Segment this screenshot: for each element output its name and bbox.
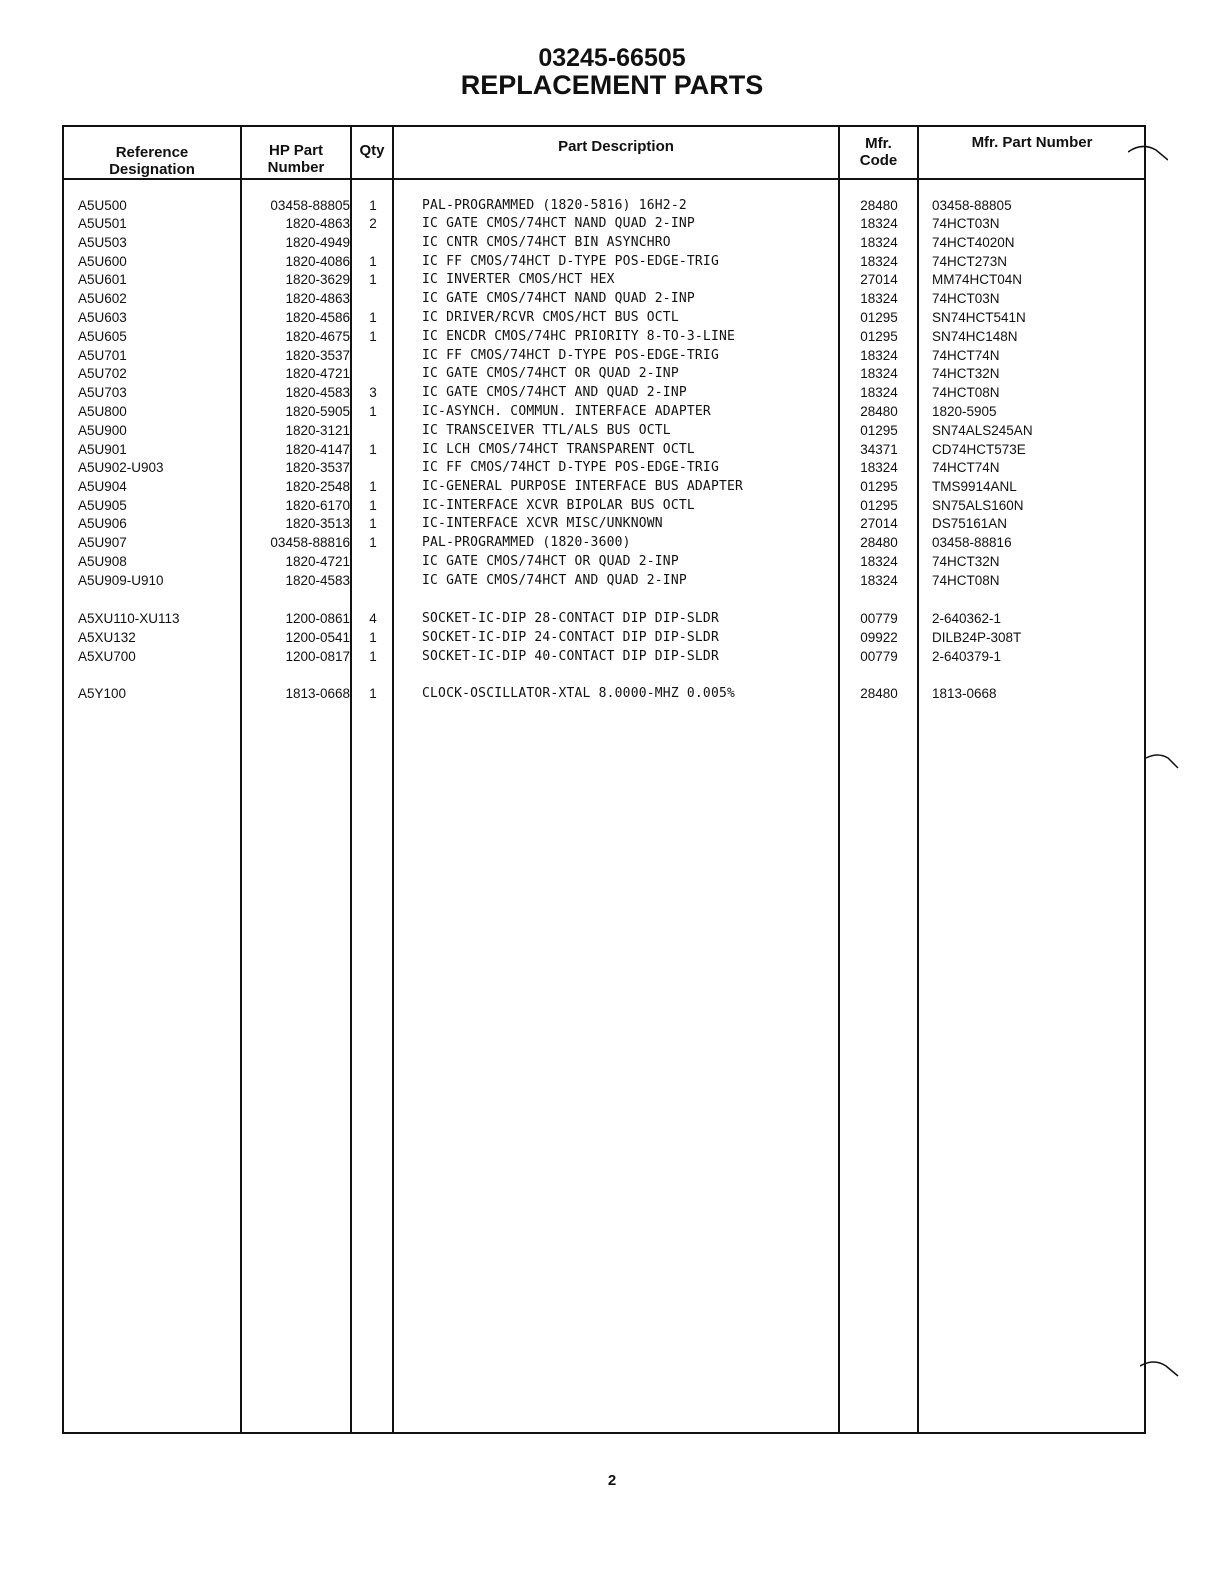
cell-part-description: IC DRIVER/RCVR CMOS/HCT BUS OCTL <box>422 310 679 325</box>
header-qty: Qty <box>359 142 385 159</box>
cell-reference-designation: A5U901 <box>78 442 127 457</box>
table-row <box>0 421 1224 440</box>
table-row <box>0 552 1224 571</box>
cell-mfr-code: 28480 <box>860 686 898 701</box>
header-mfr-part-number: Mfr. Part Number <box>971 134 1093 151</box>
cell-hp-part-number: 1820-3513 <box>285 516 350 531</box>
cell-hp-part-number: 1820-3121 <box>285 423 350 438</box>
cell-part-description: IC LCH CMOS/74HCT TRANSPARENT OCTL <box>422 442 695 457</box>
cell-mfr-code: 18324 <box>860 366 898 381</box>
cell-reference-designation: A5U605 <box>78 329 127 344</box>
cell-qty: 1 <box>369 686 377 701</box>
cell-hp-part-number: 1820-4721 <box>285 554 350 569</box>
header-text: Reference <box>115 144 189 161</box>
cell-reference-designation: A5U600 <box>78 254 127 269</box>
page-title: REPLACEMENT PARTS <box>460 70 764 100</box>
cell-reference-designation: A5U906 <box>78 516 127 531</box>
table-row <box>0 196 1224 215</box>
cell-reference-designation: A5U907 <box>78 535 127 550</box>
cell-part-description: IC CNTR CMOS/74HCT BIN ASYNCHRO <box>422 235 671 250</box>
cell-mfr-part-number: TMS9914ANL <box>932 479 1017 494</box>
table-row <box>0 533 1224 552</box>
table-row <box>0 628 1224 647</box>
table-top-rule <box>62 125 1146 127</box>
cell-qty: 1 <box>369 516 377 531</box>
cell-mfr-part-number: 74HCT03N <box>932 291 1000 306</box>
cell-part-description: PAL-PROGRAMMED (1820-3600) <box>422 535 631 550</box>
cell-mfr-part-number: 74HCT03N <box>932 216 1000 231</box>
cell-mfr-code: 09922 <box>860 630 898 645</box>
table-row <box>0 402 1224 421</box>
cell-mfr-part-number: 74HCT74N <box>932 348 1000 363</box>
header-text: Number <box>267 159 325 176</box>
header-rule <box>62 178 1146 180</box>
cell-mfr-code: 18324 <box>860 348 898 363</box>
cell-part-description: IC GATE CMOS/74HCT OR QUAD 2-INP <box>422 554 679 569</box>
table-row <box>0 252 1224 271</box>
cell-hp-part-number: 1820-2548 <box>285 479 350 494</box>
cell-hp-part-number: 1820-4721 <box>285 366 350 381</box>
cell-mfr-part-number: 74HCT273N <box>932 254 1008 269</box>
table-row <box>0 214 1224 233</box>
cell-mfr-part-number: 03458-88816 <box>932 535 1012 550</box>
cell-part-description: IC INVERTER CMOS/HCT HEX <box>422 272 615 287</box>
cell-part-description: CLOCK-OSCILLATOR-XTAL 8.0000-MHZ 0.005% <box>422 686 736 701</box>
cell-reference-designation: A5XU110-XU113 <box>78 611 180 626</box>
header-text: Mfr. <box>865 135 892 152</box>
cell-mfr-part-number: 74HCT08N <box>932 385 1000 400</box>
cell-reference-designation: A5U904 <box>78 479 127 494</box>
table-row <box>0 308 1224 327</box>
cell-mfr-part-number: MM74HCT04N <box>932 272 1023 287</box>
cell-mfr-part-number: DS75161AN <box>932 516 1008 531</box>
cell-part-description: IC GATE CMOS/74HCT OR QUAD 2-INP <box>422 366 679 381</box>
cell-part-description: IC FF CMOS/74HCT D-TYPE POS-EDGE-TRIG <box>422 348 719 363</box>
cell-hp-part-number: 1200-0817 <box>285 649 350 664</box>
cell-mfr-part-number: DILB24P-308T <box>932 630 1022 645</box>
table-row <box>0 270 1224 289</box>
cell-reference-designation: A5U603 <box>78 310 127 325</box>
cell-mfr-code: 01295 <box>860 329 898 344</box>
cell-mfr-code: 01295 <box>860 423 898 438</box>
cell-qty: 1 <box>369 404 377 419</box>
cell-mfr-part-number: 74HCT32N <box>932 366 1000 381</box>
cell-reference-designation: A5U905 <box>78 498 127 513</box>
cell-qty: 1 <box>369 272 377 287</box>
cell-reference-designation: A5U602 <box>78 291 127 306</box>
cell-mfr-part-number: 74HCT4020N <box>932 235 1015 250</box>
cell-mfr-part-number: SN75ALS160N <box>932 498 1024 513</box>
cell-mfr-code: 18324 <box>860 554 898 569</box>
cell-mfr-code: 28480 <box>860 198 898 213</box>
cell-reference-designation: A5U601 <box>78 272 127 287</box>
cell-mfr-code: 01295 <box>860 479 898 494</box>
cell-hp-part-number: 1820-4863 <box>285 291 350 306</box>
cell-hp-part-number: 1820-4583 <box>285 385 350 400</box>
cell-mfr-code: 18324 <box>860 291 898 306</box>
cell-qty: 1 <box>369 479 377 494</box>
cell-reference-designation: A5U800 <box>78 404 127 419</box>
cell-reference-designation: A5U500 <box>78 198 127 213</box>
cell-qty: 1 <box>369 329 377 344</box>
cell-part-description: IC FF CMOS/74HCT D-TYPE POS-EDGE-TRIG <box>422 254 719 269</box>
table-row <box>0 514 1224 533</box>
cell-reference-designation: A5U908 <box>78 554 127 569</box>
cell-reference-designation: A5U900 <box>78 423 127 438</box>
cell-qty: 1 <box>369 254 377 269</box>
cell-mfr-code: 00779 <box>860 611 898 626</box>
table-row <box>0 684 1224 703</box>
cell-mfr-part-number: 03458-88805 <box>932 198 1012 213</box>
cell-part-description: SOCKET-IC-DIP 28-CONTACT DIP DIP-SLDR <box>422 611 719 626</box>
cell-mfr-code: 18324 <box>860 254 898 269</box>
cell-reference-designation: A5U703 <box>78 385 127 400</box>
cell-part-description: IC-GENERAL PURPOSE INTERFACE BUS ADAPTER <box>422 479 744 494</box>
cell-mfr-code: 27014 <box>860 516 898 531</box>
cell-mfr-part-number: 1820-5905 <box>932 404 997 419</box>
cell-qty: 1 <box>369 442 377 457</box>
cell-reference-designation: A5U902-U903 <box>78 460 164 475</box>
cell-qty: 1 <box>369 198 377 213</box>
header-text: HP Part <box>269 142 323 159</box>
cell-hp-part-number: 1820-6170 <box>285 498 350 513</box>
table-row <box>0 289 1224 308</box>
cell-hp-part-number: 1820-4147 <box>285 442 350 457</box>
cell-part-description: IC GATE CMOS/74HCT AND QUAD 2-INP <box>422 385 687 400</box>
cell-hp-part-number: 1200-0861 <box>285 611 350 626</box>
cell-mfr-code: 28480 <box>860 404 898 419</box>
cell-part-description: IC-INTERFACE XCVR BIPOLAR BUS OCTL <box>422 498 695 513</box>
table-row <box>0 647 1224 666</box>
cell-mfr-code: 18324 <box>860 385 898 400</box>
header-mfr-code <box>840 135 917 169</box>
cell-mfr-part-number: SN74HCT541N <box>932 310 1026 325</box>
cell-part-description: IC GATE CMOS/74HCT AND QUAD 2-INP <box>422 573 687 588</box>
cell-qty: 1 <box>369 535 377 550</box>
header-text: Code <box>859 152 898 169</box>
cell-reference-designation: A5Y100 <box>78 686 127 701</box>
cell-mfr-code: 34371 <box>860 442 898 457</box>
cell-hp-part-number: 1820-3629 <box>285 272 350 287</box>
cell-part-description: SOCKET-IC-DIP 24-CONTACT DIP DIP-SLDR <box>422 630 719 645</box>
cell-part-description: IC TRANSCEIVER TTL/ALS BUS OCTL <box>422 423 671 438</box>
cell-hp-part-number: 1820-4863 <box>285 216 350 231</box>
cell-qty: 4 <box>369 611 377 626</box>
cell-part-description: IC GATE CMOS/74HCT NAND QUAD 2-INP <box>422 216 695 231</box>
table-row <box>0 346 1224 365</box>
cell-qty: 1 <box>369 630 377 645</box>
cell-hp-part-number: 1820-5905 <box>285 404 350 419</box>
cell-mfr-part-number: 74HCT32N <box>932 554 1000 569</box>
table-row <box>0 477 1224 496</box>
table-row <box>0 327 1224 346</box>
cell-mfr-part-number: 74HCT74N <box>932 460 1000 475</box>
cell-qty: 1 <box>369 310 377 325</box>
header-part-description: Part Description <box>558 138 674 155</box>
table-row <box>0 571 1224 590</box>
cell-mfr-part-number: SN74HC148N <box>932 329 1018 344</box>
cell-mfr-code: 01295 <box>860 310 898 325</box>
cell-hp-part-number: 1820-4949 <box>285 235 350 250</box>
cell-mfr-code: 28480 <box>860 535 898 550</box>
cell-reference-designation: A5XU700 <box>78 649 136 664</box>
header-reference-designation <box>64 144 240 178</box>
cell-qty: 3 <box>369 385 377 400</box>
table-row <box>0 496 1224 515</box>
cell-mfr-part-number: 2-640362-1 <box>932 611 1002 626</box>
cell-hp-part-number: 1820-4675 <box>285 329 350 344</box>
cell-hp-part-number: 1820-4583 <box>285 573 350 588</box>
cell-part-description: SOCKET-IC-DIP 40-CONTACT DIP DIP-SLDR <box>422 649 719 664</box>
table-row <box>0 609 1224 628</box>
cell-hp-part-number: 1820-4086 <box>285 254 350 269</box>
binder-hook-icon <box>1140 1356 1180 1378</box>
cell-part-description: IC FF CMOS/74HCT D-TYPE POS-EDGE-TRIG <box>422 460 719 475</box>
cell-part-description: IC GATE CMOS/74HCT NAND QUAD 2-INP <box>422 291 695 306</box>
table-row <box>0 440 1224 459</box>
header-hp-part-number <box>242 142 350 176</box>
cell-reference-designation: A5U701 <box>78 348 127 363</box>
table-row <box>0 364 1224 383</box>
cell-mfr-part-number: SN74ALS245AN <box>932 423 1033 438</box>
cell-mfr-code: 27014 <box>860 272 898 287</box>
binder-hook-icon <box>1146 748 1186 770</box>
cell-part-description: PAL-PROGRAMMED (1820-5816) 16H2-2 <box>422 198 687 213</box>
cell-hp-part-number: 1200-0541 <box>285 630 350 645</box>
table-row <box>0 383 1224 402</box>
cell-qty: 2 <box>369 216 377 231</box>
cell-reference-designation: A5U503 <box>78 235 127 250</box>
cell-hp-part-number: 1820-3537 <box>285 460 350 475</box>
cell-mfr-part-number: 2-640379-1 <box>932 649 1002 664</box>
document-number: 03245-66505 <box>538 44 686 72</box>
cell-qty: 1 <box>369 649 377 664</box>
cell-reference-designation: A5XU132 <box>78 630 136 645</box>
cell-part-description: IC-INTERFACE XCVR MISC/UNKNOWN <box>422 516 663 531</box>
cell-reference-designation: A5U501 <box>78 216 127 231</box>
cell-mfr-code: 18324 <box>860 235 898 250</box>
cell-hp-part-number: 1820-3537 <box>285 348 350 363</box>
cell-qty: 1 <box>369 498 377 513</box>
cell-mfr-code: 18324 <box>860 573 898 588</box>
cell-mfr-part-number: 74HCT08N <box>932 573 1000 588</box>
page-number: 2 <box>607 1472 617 1489</box>
header-text: Designation <box>109 161 195 178</box>
table-row <box>0 458 1224 477</box>
cell-reference-designation: A5U909-U910 <box>78 573 164 588</box>
cell-hp-part-number: 1820-4586 <box>285 310 350 325</box>
cell-hp-part-number: 03458-88805 <box>270 198 350 213</box>
cell-mfr-code: 18324 <box>860 460 898 475</box>
cell-reference-designation: A5U702 <box>78 366 127 381</box>
cell-mfr-part-number: CD74HCT573E <box>932 442 1026 457</box>
cell-hp-part-number: 03458-88816 <box>270 535 350 550</box>
cell-mfr-code: 00779 <box>860 649 898 664</box>
cell-mfr-code: 18324 <box>860 216 898 231</box>
cell-part-description: IC-ASYNCH. COMMUN. INTERFACE ADAPTER <box>422 404 711 419</box>
cell-mfr-part-number: 1813-0668 <box>932 686 997 701</box>
cell-mfr-code: 01295 <box>860 498 898 513</box>
cell-hp-part-number: 1813-0668 <box>285 686 350 701</box>
cell-part-description: IC ENCDR CMOS/74HC PRIORITY 8-TO-3-LINE <box>422 329 736 344</box>
table-row <box>0 233 1224 252</box>
